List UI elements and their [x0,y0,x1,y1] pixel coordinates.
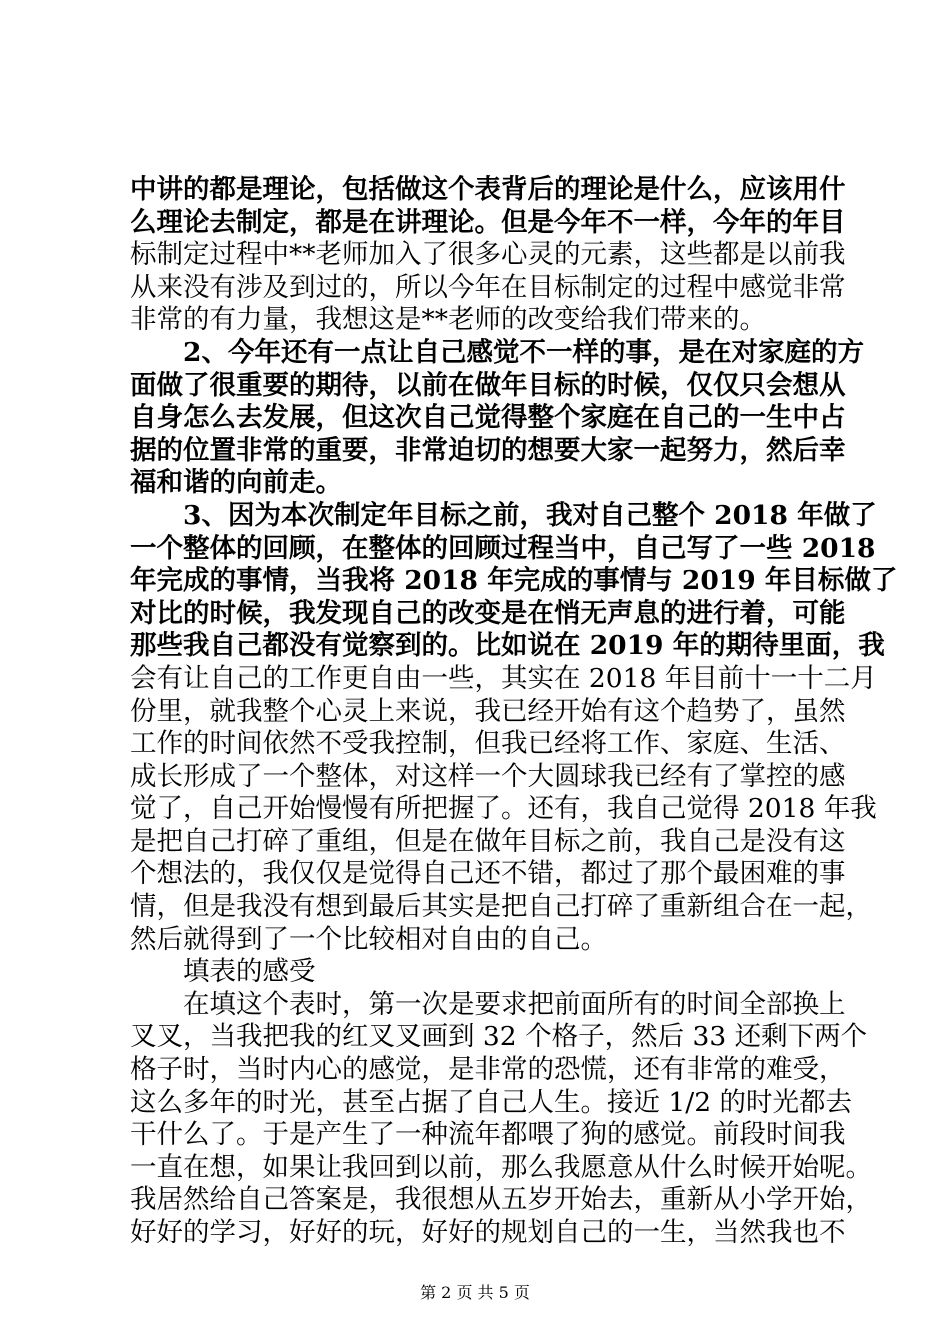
text-line: 一个整体的回顾，在整体的回顾过程当中，自己写了一些 2018 [130,532,876,564]
text-line: 年完成的事情，当我将 2018 年完成的事情与 2019 年目标做了 [130,565,898,597]
text-line: 据的位置非常的重要，非常迫切的想要大家一起努力，然后幸 [130,434,846,466]
text-line: 2、今年还有一点让自己感觉不一样的事，是在对家庭的方 [183,336,864,368]
text-line: 面做了很重要的期待，以前在做年目标的时候，仅仅只会想从 [130,369,846,401]
text-line: 标制定过程中**老师加入了很多心灵的元素，这些都是以前我 [130,239,846,271]
document-body [130,174,898,1250]
text-line: 中讲的都是理论，包括做这个表背后的理论是什么，应该用什 [130,174,846,205]
text-line: 是把自己打碎了重组，但是在做年目标之前，我自己是没有这 [130,825,846,857]
text-line: 么理论去制定，都是在讲理论。但是今年不一样，今年的年目 [130,206,846,238]
text-line: 觉了，自己开始慢慢有所把握了。还有，我自己觉得 2018 年我 [130,793,877,825]
text-line: 格子时，当时内心的感觉，是非常的恐慌，还有非常的难受， [130,1054,846,1086]
text-line: 一直在想，如果让我回到以前，那么我愿意从什么时候开始呢。 [130,1151,872,1183]
text-line: 从来没有涉及到过的，所以今年在目标制定的过程中感觉非常 [130,271,846,303]
text-line: 3、因为本次制定年目标之前，我对自己整个 2018 年做了 [183,499,877,531]
text-line: 在填这个表时，第一次是要求把前面所有的时间全部换上 [183,988,846,1020]
page-footer: 第 2 页 共 5 页 [420,1283,530,1302]
text-line: 情，但是我没有想到最后其实是把自己打碎了重新组合在一起， [130,891,872,923]
text-line: 然后就得到了一个比较相对自由的自己。 [130,923,607,955]
text-line: 这么多年的时光，甚至占据了自己人生。接近 1/2 的时光都去 [130,1086,852,1118]
text-line: 份里，就我整个心灵上来说，我已经开始有这个趋势了，虽然 [130,695,846,727]
text-line: 成长形成了一个整体，对这样一个大圆球我已经有了掌控的感 [130,760,846,792]
text-line: 填表的感受 [183,956,316,988]
text-line: 自身怎么去发展，但这次自己觉得整个家庭在自己的一生中占 [130,402,846,434]
text-line: 叉叉，当我把我的红叉叉画到 32 个格子，然后 33 还剩下两个 [130,1021,868,1053]
text-line: 好好的学习，好好的玩，好好的规划自己的一生，当然我也不 [130,1217,846,1248]
text-line: 我居然给自己答案是，我很想从五岁开始去，重新从小学开始， [130,1184,872,1216]
text-line: 干什么了。于是产生了一种流年都喂了狗的感觉。前段时间我 [130,1119,846,1151]
text-line: 福和谐的向前走。 [130,467,342,499]
text-line: 工作的时间依然不受我控制，但我已经将工作、家庭、生活、 [130,728,846,760]
text-line: 对比的时候，我发现自己的改变是在悄无声息的进行着，可能 [130,597,846,629]
text-line: 个想法的，我仅仅是觉得自己还不错，都过了那个最困难的事 [130,858,846,890]
text-line: 非常的有力量，我想这是**老师的改变给我们带来的。 [130,304,766,336]
text-line: 那些我自己都没有觉察到的。比如说在 2019 年的期待里面，我 [130,630,885,662]
text-line: 会有让自己的工作更自由一些，其实在 2018 年目前十一十二月 [130,662,877,694]
